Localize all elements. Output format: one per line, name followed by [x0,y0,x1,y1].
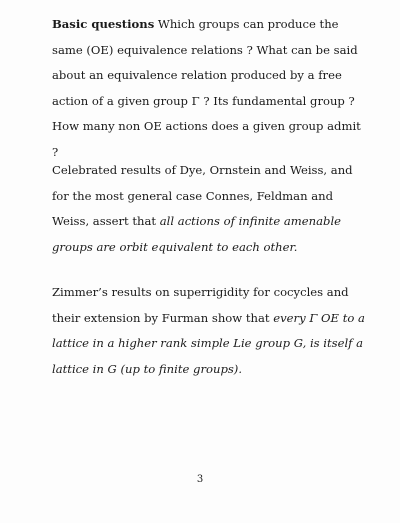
paragraph-emphasis-text: all actions of infinite amenable groups are orbit equivalent to each other. [52,214,342,254]
paragraph-superrigidity [52,280,368,382]
paragraph-emphasis-text: every Γ OE to a lattice in a higher rank simple Lie group G, is itself a lattice in G (up to finite groups). [52,310,365,376]
paragraph-body-text: Celebrated results of Dye, Ornstein and Weiss, and for the most general case Connes, Feldman and Weiss, assert that [52,163,353,229]
paragraph-body-text: Which groups can produce the same (OE) equivalence relations ? What can be said about an equivalence relation produced by a free action of a given group Γ ? Its fundamental group ? How many non OE actions does a given group admit ? [52,17,361,159]
paragraph-body-text: Zimmer’s results on superrigidity for cocycles and their extension by Furman show that [52,285,349,325]
page-number: 3 [196,474,204,485]
paragraph-amenable-results [52,158,368,260]
paragraph-basic-questions [52,12,368,166]
paragraph-lead-heading: Basic questions [52,17,155,31]
